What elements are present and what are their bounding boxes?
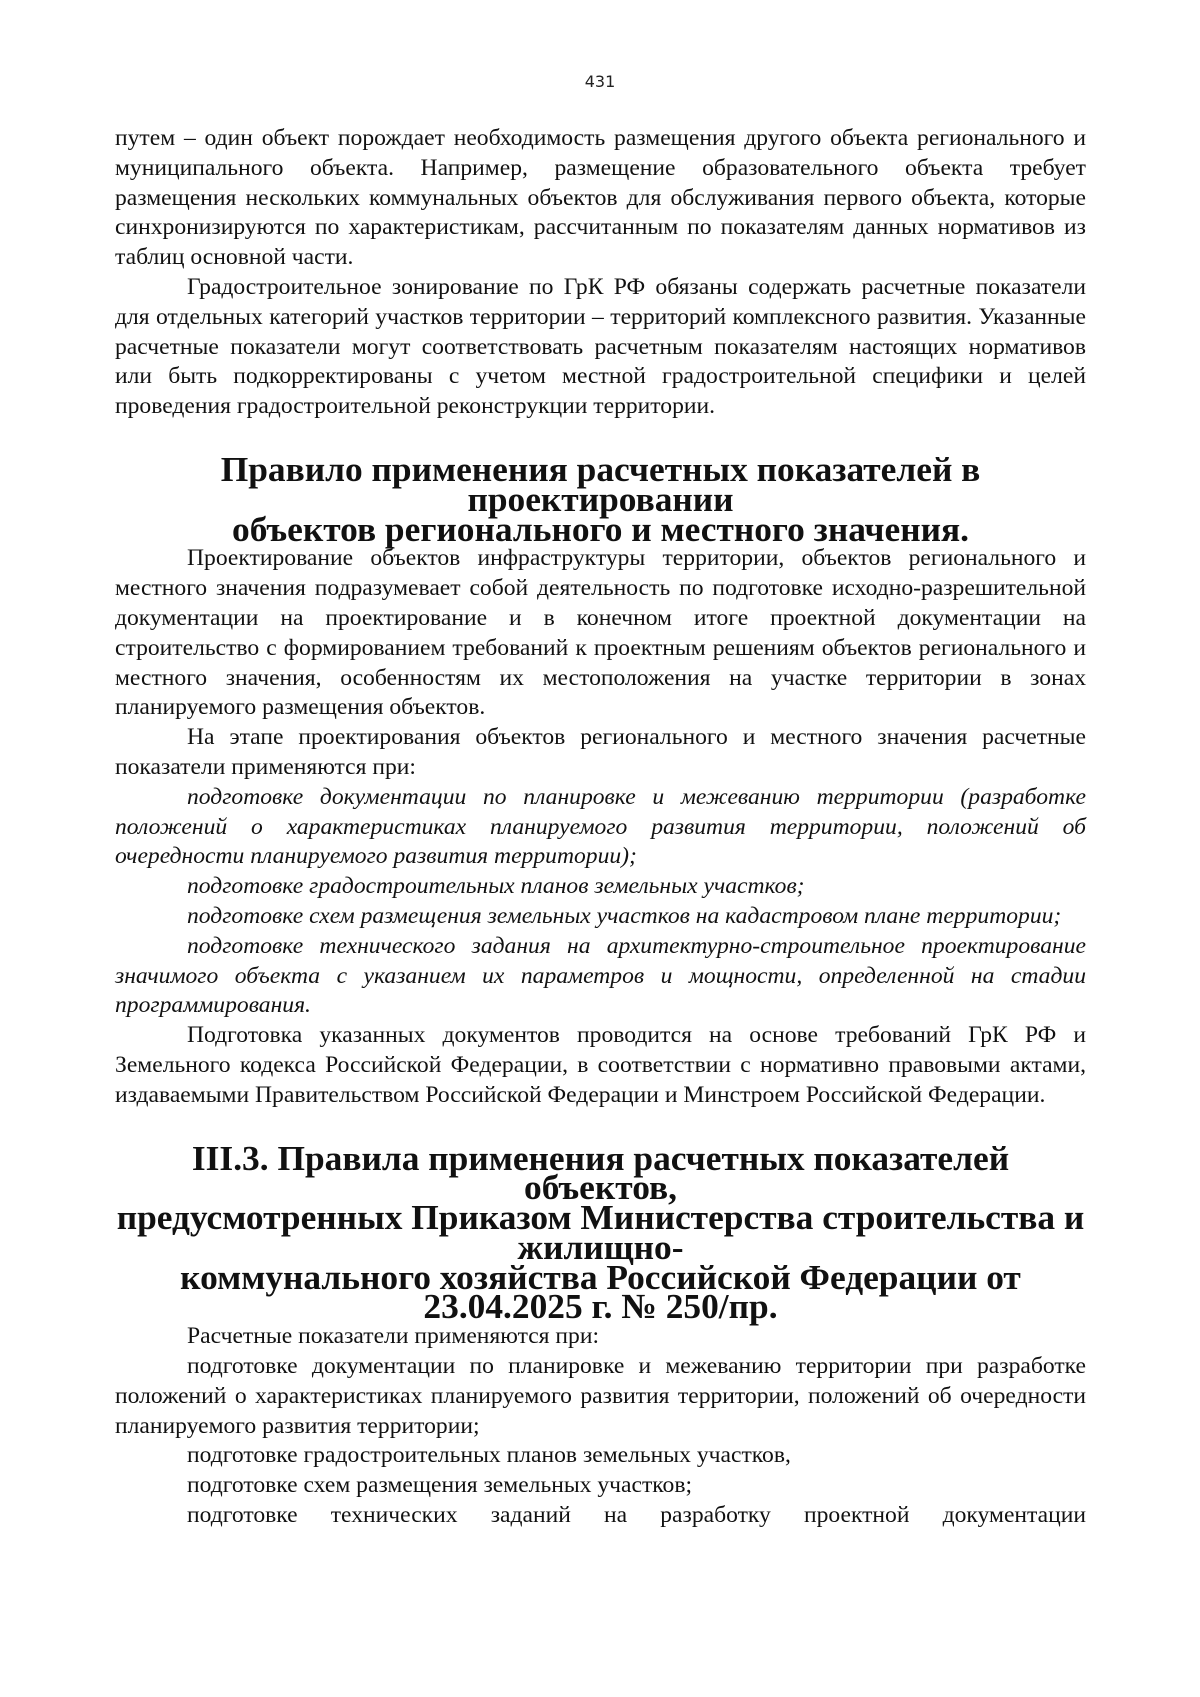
heading-line: коммунального хозяйства Российской Федерации от 23.04.2025 г. № 250/пр. (180, 1256, 1021, 1327)
page-content (115, 124, 1086, 1531)
heading-line: III.3. Правила применения расчетных показателей объектов, (191, 1137, 1010, 1208)
list-item: подготовке документации по планировке и межеванию территории при разработке положений о характеристиках планируемого развития территории, положений об очередности планируемого развития территории; (115, 1353, 1086, 1439)
section-heading-design-rule (115, 448, 1086, 549)
heading-line: объектов регионального и местного значения. (232, 508, 969, 549)
paragraph-design-infrastructure: Проектирование объектов инфраструктуры территории, объектов регионального и местного значения подразумевает собой деятельность по подготовке исходно-разрешительной документации на проектирование и в конечном итоге проектной документации на строительство с формированием требований к проектным решениям объектов регионального и местного значения, особенностям их местоположения на участке территории в зонах планируемого размещения объектов. (115, 545, 1086, 721)
list-item-italic: подготовке градостроительных планов земельных участков; (187, 873, 805, 900)
list-item: подготовке схем размещения земельных участков; (187, 1472, 693, 1499)
paragraph-legal-basis: Подготовка указанных документов проводится на основе требований ГрК РФ и Земельного кодекса Российской Федерации, в соответствии с нормативно правовыми актами, издаваемыми Правительством Российской Федерации и Минстроем Российской Федерации. (115, 1022, 1086, 1108)
paragraph-applied-when: Расчетные показатели применяются при: (187, 1323, 600, 1350)
list-item: подготовке технических заданий на разработку проектной документации (187, 1502, 1086, 1529)
paragraph-continuation: путем – один объект порождает необходимость размещения другого объекта регионального и муниципального объекта. Например, размещение образовательного объекта требует размещения нескольких коммунальных объектов для обслуживания первого объекта, которые синхронизируются по характеристикам, рассчитанным по показателям данных нормативов из таблиц основной части. (115, 125, 1086, 271)
list-item-italic: подготовке документации по планировке и межеванию территории (разработке положений о характеристиках планируемого развития территории, положений об очередности планируемого развития территории); (115, 783, 1086, 870)
list-item-italic: подготовке технического задания на архитектурно-строительное проектирование значимого объекта с указанием их параметров и мощности, определенной на стадии программирования. (115, 932, 1086, 1019)
list-item-italic: подготовке схем размещения земельных участков на кадастровом плане территории; (187, 902, 1062, 929)
heading-line: Правило применения расчетных показателей в проектировании (220, 448, 981, 519)
section-heading-iii-3 (115, 1137, 1086, 1327)
paragraph-design-stage: На этапе проектирования объектов регионального и местного значения расчетные показатели применяются при: (115, 724, 1086, 780)
heading-line: предусмотренных Приказом Министерства строительства и жилищно- (116, 1197, 1085, 1267)
page-number: 431 (584, 72, 616, 91)
list-item: подготовке градостроительных планов земельных участков, (187, 1442, 791, 1469)
paragraph-zoning: Градостроительное зонирование по ГрК РФ обязаны содержать расчетные показатели для отдельных категорий участков территории – территорий комплексного развития. Указанные расчетные показатели могут соответствовать расчетным показателям настоящих нормативов или быть подкорректированы с учетом местной градостроительной специфики и целей проведения градостроительной реконструкции территории. (115, 273, 1086, 420)
